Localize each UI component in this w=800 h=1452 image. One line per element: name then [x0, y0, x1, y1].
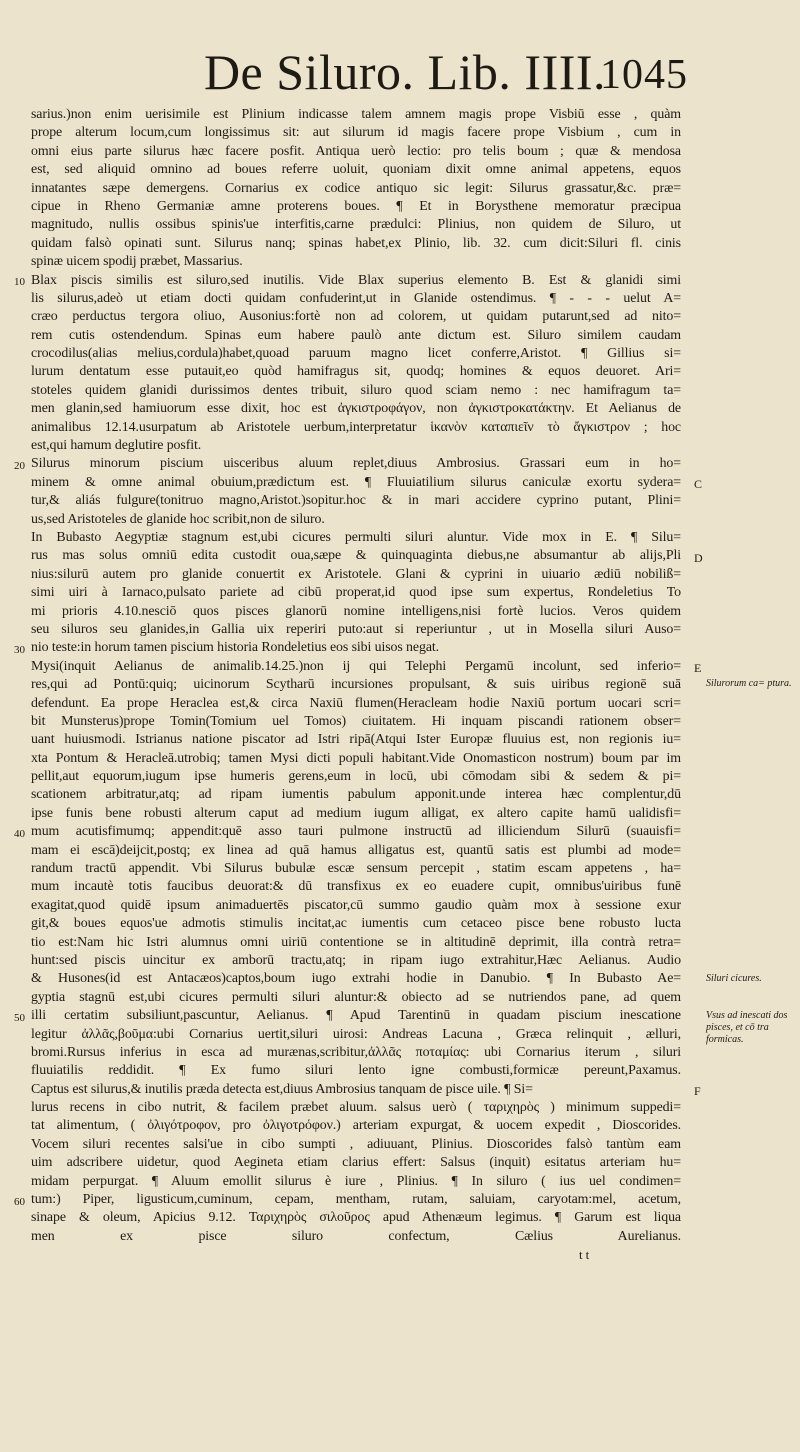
text-line: In Bubasto Aegyptiæ stagnum est,ubi cicures permulti siluri aluntur. Vide mox in E. ¶ Silu= — [31, 529, 681, 545]
text-line: sarius.)non enim uerisimile est Plinium indicasse talem amnem magis prope Visbiū esse , quàm — [31, 107, 681, 122]
text-line: legitur ἀλλᾶς,βοῦμα:ubi Cornarius uertit,siluri uirosi: Andreas Lacuna , Græca relinquit , ælluri, — [31, 1026, 681, 1042]
text-line: rus mas solus omniū edita custodit oua,sæpe & quinquaginta diebus,ne absumantur ab alijs,Pli — [31, 548, 681, 564]
margin-note: Vsus ad inescati dos pisces, et cō tra formicas. — [706, 1009, 788, 1045]
section-letter: D — [694, 550, 703, 565]
text-line: t t — [579, 1247, 590, 1263]
text-line: uant huiusmodi. Istrianus natione piscator ad Istri ripā(Atqui Ister Europæ fluuius est, non regionis iu= — [31, 732, 681, 748]
text-line: lurum dentatum esse putauit,eo quòd hamifragus sit, quodq; homines & equos deuoret. Ari= — [31, 364, 681, 380]
text-line: tio est:Nam hic Istri alumnus omni uiriū contentione se in altitudinē deprimit, illa contrà retra= — [31, 934, 681, 950]
text-line: pellit,aut equorum,iugum ipse humeris gerens,eum in locū, ubi cōmodam sibi & sedem & pi= — [31, 769, 681, 785]
margin-note: Siluri cicures. — [706, 972, 762, 984]
line-number: 20 — [14, 459, 25, 472]
text-line: men glanin,sed hamiuorum esse dixit, hoc est ἀγκιστροφάγον, non ἀγκιστροκατάκτην. Et Aelianus de — [31, 401, 681, 417]
text-line: & Husones(id est Antacæos)captos,boum iugo extrahi hodie in Danubio. ¶ In Bubasto Ae= — [31, 971, 681, 987]
text-line: lurus recens in cibo nutrit, & facilem præbet aluum. salsus uerò ( ταριχηρὸς ) minimum suppedi= — [31, 1100, 681, 1116]
text-line: uim adscribere uidetur, quod Aegineta etiam clarius effert: Salsus (inquit) esitatus arteriam hu= — [31, 1155, 681, 1171]
line-number: 60 — [14, 1195, 25, 1208]
text-line: men ex pisce siluro confectum, Cælius Aurelianus. — [31, 1228, 681, 1244]
text-line: spinæ uicem spodij præbet, Massarius. — [31, 254, 243, 270]
margin-note: Silurorum ca= ptura. — [706, 678, 792, 690]
text-line: illi certatim subsiliunt,pascuntur, Aelianus. ¶ Apud Tarentinū in quadam piscium inescatione — [31, 1008, 681, 1024]
text-line: animalibus 12.14.usurpatum ab Aristotele uerbum,interpretatur ἱκανὸν καταπιεῖν τὸ ἄγκιστρον ; hoc — [31, 419, 681, 435]
text-line: simi uiri à Iarnaco,pulsato pariete ad cibū properat,id quod ipse sum expertus, Rondeletius To — [31, 585, 681, 601]
text-line: nius:silurū autem pro glanide conuertit ex Aristotele. Glani & cyprini in uiuario ædiū nobiliß= — [31, 566, 681, 582]
text-line: cipue in Rheno Germaniæ amne proterens boues. ¶ Et in Borysthene memoratur præcipua — [31, 198, 681, 214]
text-line: gyptia stagnū est,ubi cicures permulti siluri aluntur:& obiecto ad se nutriendos pane, ad quem — [31, 989, 681, 1005]
text-line: tum:) Piper, ligusticum,cuminum, cepam, mentham, rutam, saluiam, caryotam:mel, acetum, — [31, 1192, 681, 1208]
running-head: De Siluro. Lib. IIII. — [203, 44, 607, 100]
line-number: 30 — [14, 643, 25, 656]
line-number: 50 — [14, 1011, 25, 1024]
text-line: est, sed aliquid omnino ad boues referre uoluit, quoniam dixit omne animal appetens, equos — [31, 162, 681, 178]
text-line: seu siluros seu glanides,in Gallia uix reperiri puto:aut si reperiuntur , ut in Mosella siluri Auso= — [31, 621, 681, 637]
text-line: xta Pontum & Heracleā.utrobiq; tamen Mysi dicti populi habitant.Vide Onomasticon nostrum) boum par im — [31, 750, 681, 766]
text-line: mum acutisfimumq; appendit:quē asso tauri pulmone instructū ad illiciendum Silurū (suauisfi= — [31, 824, 681, 840]
text-line: rem cutis ostendendum. Spinas eum habere paulò ante dictum est. Siluro similem caudam — [31, 327, 681, 343]
text-line: Vocem siluri recentes salsi'ue in cibo sumpti , adiuuant, Plinius. Dioscorides falsò tantùm eam — [31, 1136, 681, 1152]
text-line: us,sed Aristoteles de glanide hoc scribit,non de siluro. — [31, 511, 325, 527]
section-letter: C — [694, 477, 703, 491]
text-line: mi prioris 4.10.nesciō quos pisces glanorū nomine intelligens,nisi fortè lucios. Veros quidem — [31, 603, 681, 619]
text-line: ipse funis bene robusti alterum caput ad medium iugum alligat, ex altero capite hamū ualidisfi= — [31, 805, 681, 821]
text-line: bromi.Rursus inferius in esca ad murænas,scribitur,ἀλλᾶς ποταμίας: ubi Cornarius iterum , siluri — [31, 1044, 681, 1060]
text-line: sinape & oleum, Apicius 9.12. Ταριχηρὸς σιλοῦρος apud Athenæum legimus. ¶ Garum est liqua — [31, 1210, 681, 1226]
text-line: tat alimentum, ( ὀλιγότροφον, pro ὀλιγοτρόφον.) arteriam expurgat, & uocem expedit , Dioscorides. — [31, 1118, 681, 1134]
text-line: quidam falsò opinati sunt. Silurus nanq; spinas habet,ex Plinio, lib. 32. cum dicit:Siluri fl. cinis — [31, 235, 681, 251]
text-line: cræo perductus tergora oliuo, Ausonius:fortè non ad colorem, ut quidam putarunt,sed ad nito= — [31, 309, 681, 325]
text-line: scationem arbitratur,atq; ad ripam iumentis pabulum apponit.unde interea hæc complentur,dū — [31, 787, 681, 803]
page-header — [0, 40, 800, 102]
text-line: defendunt. Ea prope Heraclea est,& circa Naxiū flumen(Heracleam hodie Naxiū portum uocari scri= — [31, 695, 681, 711]
text-line: prope alterum locum,cum longissimus sit: aut silurum id magis facere prope Visbium , cum in — [31, 125, 681, 141]
text-line: hunt:sed piscis uincitur ex amborū tractu,atq; in ripam iugo extrahitur,Hæc Aelianus. Audio — [31, 952, 681, 968]
text-line: magnitudo, nullis ossibus spinis'ue interfitis,carne prædulci: Plinius, non quidem de Siluro, ut — [31, 217, 681, 233]
text-line: fluuiatilis reddidit. ¶ Ex fumo siluri lento igne combusti,formicæ pereunt,Paxamus. — [31, 1063, 681, 1079]
text-line: mam ei escā)deijcit,postq; ex linea ad quā hamus alligatus est, quantū satis est plumbi ad mode= — [31, 842, 681, 858]
text-line: git,& boues equos'ue admotis stimulis incitat,ac iumentis cum cetaceo pisce bene robusto lucta — [31, 916, 681, 932]
section-letter: F — [694, 1084, 701, 1099]
text-line: tur,& aliás fulgure(tonitruo magno,Aristot.)sopitur.hoc & in mari accidere cyprino putant, Plini= — [31, 493, 681, 509]
text-line: Mysi(inquit Aelianus de animalib.14.25.)non ij qui Telephi Pergamū incolunt, sed inferio= — [31, 658, 681, 674]
text-line: bit Munsterus)prope Tomin(Tomium uel Tomos) ciuitatem. Hi inquam piscandi rationem obser= — [31, 713, 681, 729]
line-number: 10 — [14, 275, 25, 288]
text-line: stoteles quidem glanidi durissimos dentes tribuit, siluro quod sciam nemo : nec hamifragum ta= — [31, 382, 681, 398]
text-line: minem & omne animal obuium,prædictum est. ¶ Fluuiatilium silurus caniculæ exortu sydera= — [31, 474, 681, 490]
page-number: 1045 — [600, 52, 688, 98]
text-line: Blax piscis similis est siluro,sed inutilis. Vide Blax superius elemento B. Est & glanidi simi — [31, 272, 681, 288]
section-letter: E — [694, 661, 702, 675]
text-line: midam perpurgat. ¶ Aluum emollit silurus è iure , Plinius. ¶ In siluro ( ius uel condimen= — [31, 1173, 681, 1189]
line-number: 40 — [14, 827, 25, 840]
text-line: lis silurus,adeò ut etiam docti quidam confuderint,ut in Glanide ostendimus. ¶ - - - uelut A= — [31, 290, 681, 306]
text-line: exagitat,quod quidē ipsum animaduertēs piscator,cū summo gaudio quàm mox à sessione exur — [31, 897, 681, 913]
text-line: omni eius parte silurus hæc facere posfit. Antiqua uerò lectio: pro telis boum ; quæ & mendosa — [31, 143, 681, 159]
text-line: est,qui hamum deglutire posfit. — [31, 438, 202, 454]
text-line: innatantes sæpe demergens. Cornarius ex codice antiquo sic legit: Silurus grassatur,&c. præ= — [31, 180, 681, 196]
text-line: nio teste:in horum tamen piscium historia Rondeletius eos sibi uisos negat. — [31, 640, 440, 656]
text-line: crocodilus(alias melius,cordula)habet,quoad paruum magno licet conferre,Aristot. ¶ Gillius si= — [31, 346, 681, 362]
text-line: Captus est silurus,& inutilis præda detecta est,diuus Ambrosius tanquam de pisce uile. ¶ Si= — [31, 1081, 533, 1097]
text-line: mum incautè totis faucibus deuorat:& dū transfixus ex eo euadere cupit, omnibus'uiribus funē — [31, 879, 681, 895]
text-line: res,qui ad Pontū:quiq; uicinorum Scytharū incursiones propulsant, & suis uiribus regionē suā — [31, 677, 681, 693]
body-text — [31, 106, 681, 1265]
text-line: randum tractū appendit. Vbi Silurus bubulæ escæ sensum percepit , statim escam appetens , ha= — [31, 861, 681, 877]
text-line: Silurus minorum piscium uisceribus aluum replet,diuus Ambrosius. Grassari eum in ho= — [31, 456, 681, 472]
